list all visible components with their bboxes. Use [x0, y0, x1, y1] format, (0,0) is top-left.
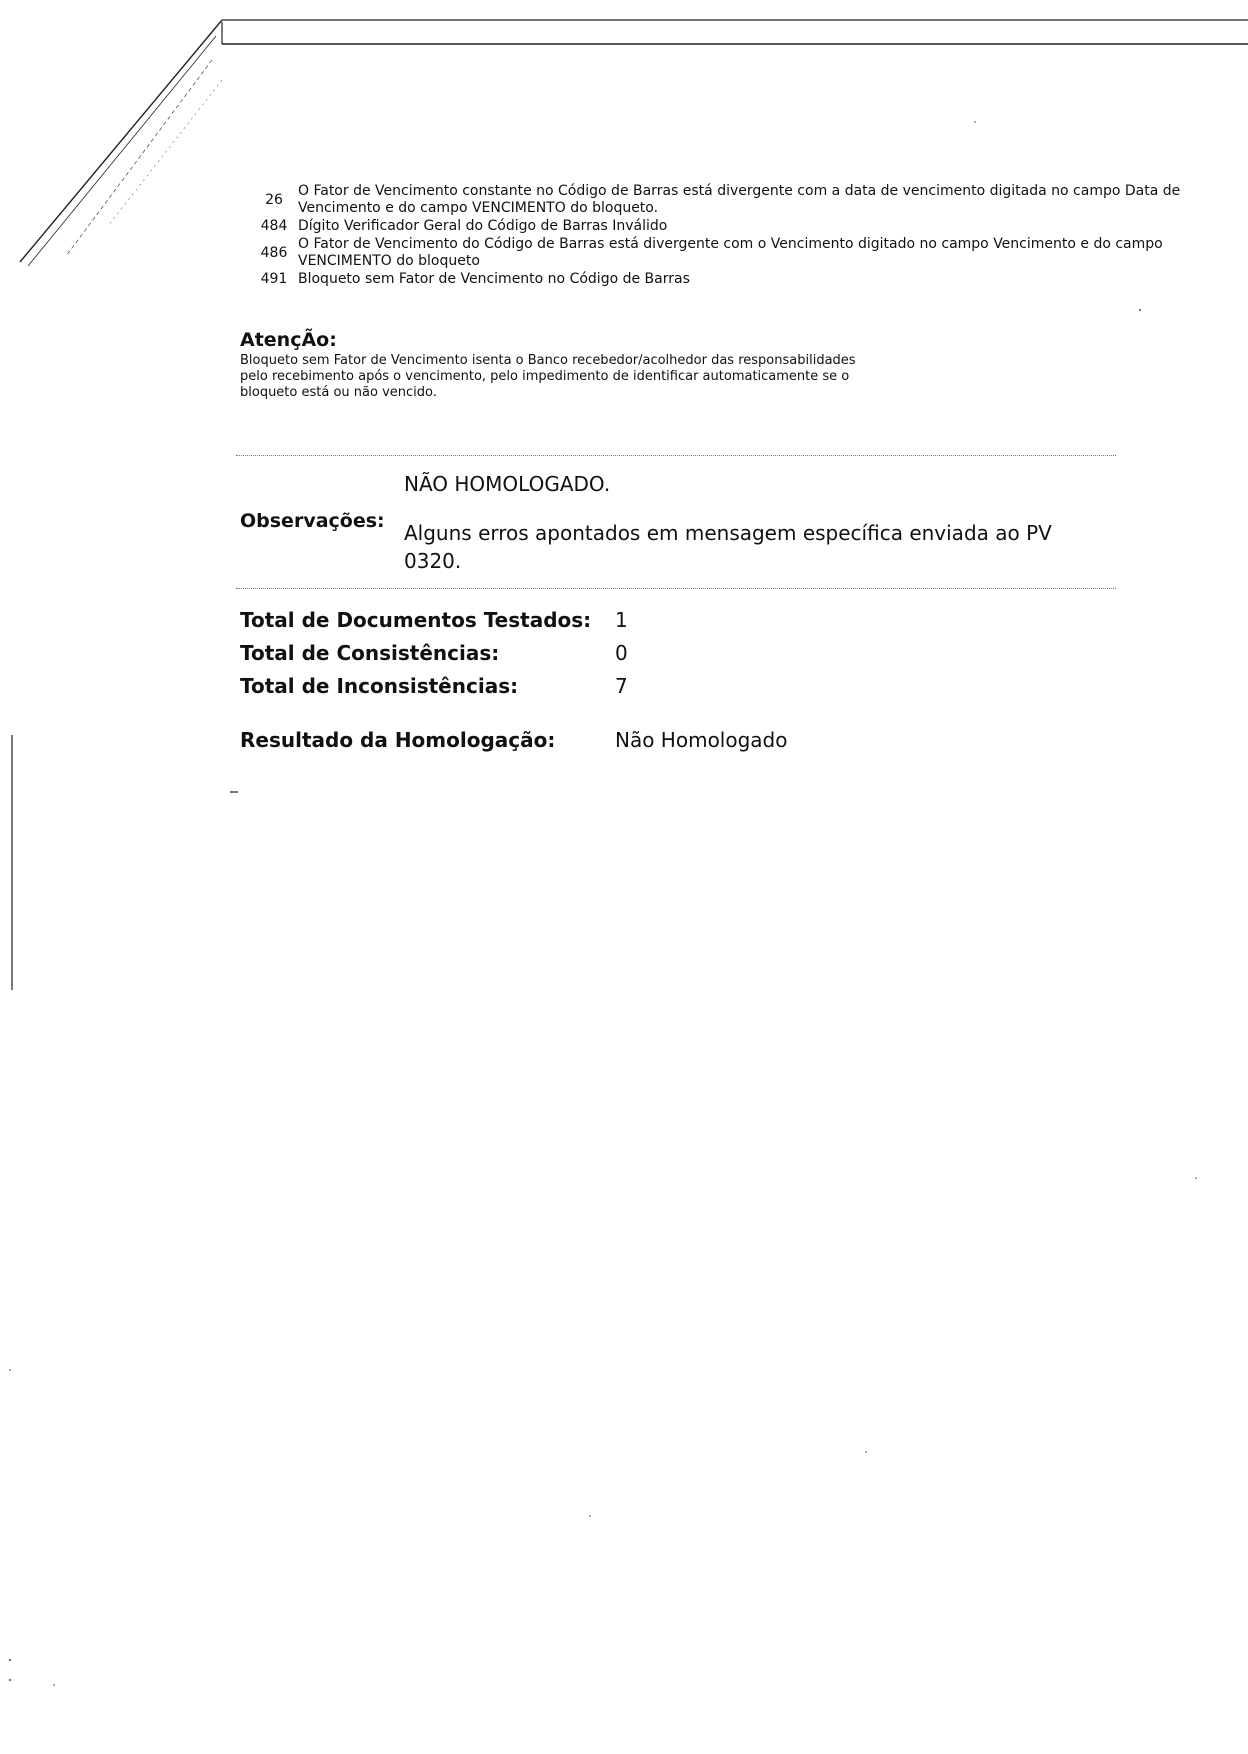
homologation-result: [240, 728, 787, 752]
totals-summary: [240, 603, 628, 702]
result-value: Não Homologado: [615, 728, 788, 752]
error-description: Dígito Verificador Geral do Código de Barras Inválido: [298, 218, 668, 234]
total-value: 7: [615, 673, 628, 698]
error-description: Bloqueto sem Fator de Vencimento no Código de Barras: [298, 271, 690, 287]
total-label: Total de Documentos Testados:: [240, 607, 592, 632]
total-label: Total de Inconsistências:: [240, 673, 519, 698]
total-row: [240, 636, 628, 669]
error-code: 491: [260, 271, 288, 287]
total-row: [240, 669, 628, 702]
attention-text: Bloqueto sem Fator de Vencimento isenta o Banco recebedor/acolhedor das responsabilidades pelo recebimento após o vencimento, pelo impedimento de identificar automaticamente se o bloqueto está ou não vencido.: [240, 353, 856, 400]
error-row: [250, 271, 1230, 288]
total-value: 1: [615, 607, 628, 632]
error-description: O Fator de Vencimento do Código de Barras está divergente com o Vencimento digitado no campo Vencimento e do campo VENCIMENTO do bloqueto: [298, 236, 1163, 269]
attention-title: AtençÃo:: [240, 329, 337, 351]
error-row: [250, 236, 1230, 270]
error-code: 26: [265, 191, 283, 208]
result-label: Resultado da Homologação:: [240, 728, 556, 752]
error-code: 486: [260, 244, 288, 261]
attention-note: [240, 329, 880, 401]
section-divider: [236, 455, 1116, 456]
observation-note: Alguns erros apontados em mensagem específica enviada ao PV 0320.: [404, 521, 1052, 573]
error-row: [250, 218, 1230, 235]
error-code: 484: [260, 218, 288, 234]
total-value: 0: [615, 640, 628, 665]
observation-status: NÃO HOMOLOGADO.: [404, 472, 611, 496]
total-row: [240, 603, 628, 636]
observations-label: Observações:: [240, 510, 385, 532]
section-divider: [236, 588, 1116, 589]
error-code-list: [250, 183, 1230, 289]
total-label: Total de Consistências:: [240, 640, 500, 665]
error-description: O Fator de Vencimento constante no Código de Barras está divergente com a data de vencimento digitada no campo Data de Vencimento e do campo VENCIMENTO do bloqueto.: [298, 183, 1181, 216]
error-row: [250, 183, 1230, 217]
